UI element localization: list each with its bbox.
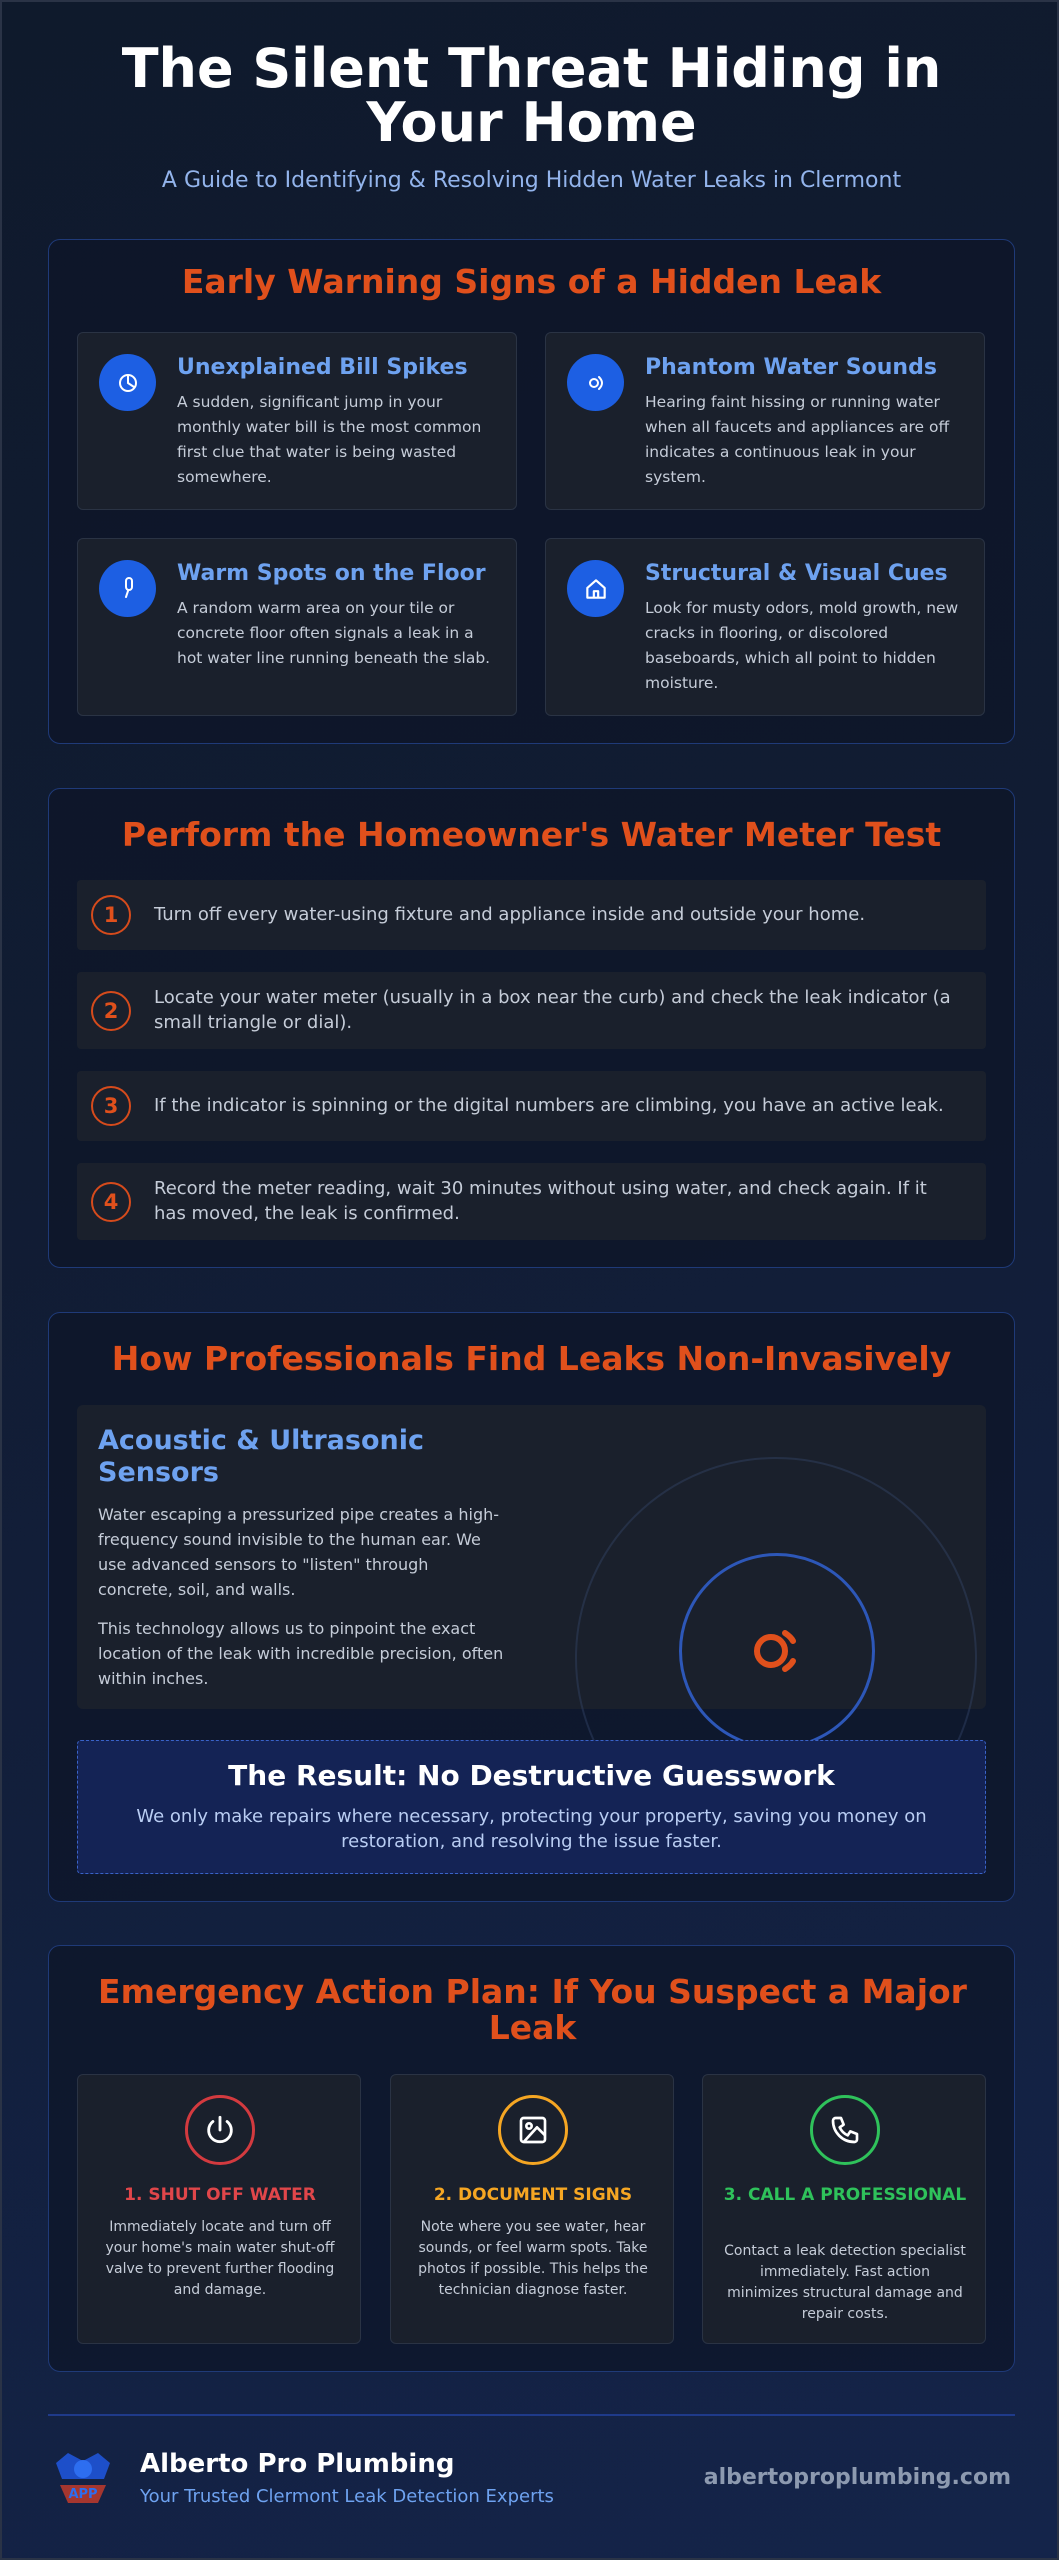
sign-title: Unexplained Bill Spikes xyxy=(177,355,468,380)
sign-text: A sudden, significant jump in your monthly water bill is the most common first clue that water is being wasted somewhere. xyxy=(177,393,482,486)
company-tagline: Your Trusted Clermont Leak Detection Experts xyxy=(140,2486,554,2507)
temperature-icon xyxy=(99,560,156,617)
sensor-ring xyxy=(679,1553,875,1749)
sign-title: Warm Spots on the Floor xyxy=(177,561,486,586)
step-item xyxy=(77,1071,986,1141)
action-card-document xyxy=(390,2074,674,2344)
action-text: Contact a leak detection specialist immediately. Fast action minimizes structural damage and repair costs. xyxy=(724,2243,966,2322)
sound-icon xyxy=(567,354,624,411)
phone-icon xyxy=(810,2095,880,2165)
warning-signs-section xyxy=(48,239,1015,744)
action-card-shut-off xyxy=(77,2074,361,2344)
action-title: 3. CALL A PROFESSIONAL xyxy=(723,2185,967,2205)
result-title: The Result: No Destructive Guesswork xyxy=(228,1759,835,1792)
home-icon xyxy=(567,560,624,617)
step-item xyxy=(77,880,986,950)
sign-text: Hearing faint hissing or running water when all faucets and appliances are off indicates a continuous leak in your system. xyxy=(645,393,950,486)
power-icon xyxy=(185,2095,255,2165)
sign-title: Structural & Visual Cues xyxy=(645,561,948,586)
step-number: 4 xyxy=(91,1182,131,1222)
image-icon xyxy=(498,2095,568,2165)
professionals-section xyxy=(48,1312,1015,1902)
technology-paragraph: Water escaping a pressurized pipe creates a high-frequency sound invisible to the human ear. We use advanced sensors to "listen" through concrete, soil, and walls. xyxy=(98,1505,500,1599)
step-item xyxy=(77,972,986,1049)
page-subtitle: A Guide to Identifying & Resolving Hidden Water Leaks in Clermont xyxy=(161,168,902,193)
sign-card-warm-spots xyxy=(77,538,517,716)
meter-test-section xyxy=(48,788,1015,1268)
step-number: 1 xyxy=(91,895,131,935)
action-title: 1. SHUT OFF WATER xyxy=(124,2185,316,2205)
page-title: The Silent Threat Hiding in Your Home xyxy=(121,37,942,154)
step-number: 3 xyxy=(91,1086,131,1126)
company-logo xyxy=(48,2445,118,2515)
action-card-call xyxy=(702,2074,986,2344)
professionals-title: How Professionals Find Leaks Non-Invasively xyxy=(111,1339,952,1378)
sign-title: Phantom Water Sounds xyxy=(645,355,937,380)
result-banner xyxy=(77,1740,986,1874)
meter-test-title: Perform the Homeowner's Water Meter Test xyxy=(121,815,942,854)
logo-text: APP xyxy=(68,2487,98,2502)
step-item xyxy=(77,1163,986,1240)
sign-text: Look for musty odors, mold growth, new cracks in flooring, or discolored baseboards, which all point to hidden moisture. xyxy=(645,599,959,692)
action-plan-section xyxy=(48,1945,1015,2372)
step-text: Turn off every water-using fixture and appliance inside and outside your home. xyxy=(154,904,866,925)
company-name: Alberto Pro Plumbing xyxy=(140,2449,455,2479)
page-header xyxy=(2,37,1059,193)
step-text: If the indicator is spinning or the digital numbers are climbing, you have an active leak. xyxy=(154,1095,944,1116)
action-text: Note where you see water, hear sounds, or feel warm spots. Take photos if possible. This helps the technician diagnose faster. xyxy=(418,2219,648,2298)
technology-title: Acoustic & Ultrasonic Sensors xyxy=(98,1425,424,1488)
step-number: 2 xyxy=(91,991,131,1031)
sensor-icon xyxy=(745,1619,809,1683)
sign-card-bill-spikes xyxy=(77,332,517,510)
sign-text: A random warm area on your tile or concrete floor often signals a leak in a hot water line running beneath the slab. xyxy=(177,599,491,667)
chart-pie-icon xyxy=(99,354,156,411)
warning-signs-title: Early Warning Signs of a Hidden Leak xyxy=(181,262,882,301)
step-text: Locate your water meter (usually in a box near the curb) and check the leak indicator (a small triangle or dial). xyxy=(154,987,951,1033)
technology-card xyxy=(77,1405,986,1709)
result-text: We only make repairs where necessary, protecting your property, saving you money on restoration, and resolving the issue faster. xyxy=(136,1806,927,1852)
sign-card-structural-cues xyxy=(545,538,985,716)
step-text: Record the meter reading, wait 30 minutes without using water, and check again. If it has moved, the leak is confirmed. xyxy=(154,1178,927,1224)
company-website-link[interactable]: albertoproplumbing.com xyxy=(703,2465,1011,2490)
action-text: Immediately locate and turn off your home's main water shut-off valve to prevent further flooding and damage. xyxy=(105,2219,335,2298)
footer-divider xyxy=(48,2414,1015,2416)
action-title: 2. DOCUMENT SIGNS xyxy=(433,2185,633,2205)
sign-card-phantom-sounds xyxy=(545,332,985,510)
action-plan-title: Emergency Action Plan: If You Suspect a Major Leak xyxy=(98,1972,967,2047)
technology-paragraph: This technology allows us to pinpoint the exact location of the leak with incredible precision, often within inches. xyxy=(98,1619,504,1688)
